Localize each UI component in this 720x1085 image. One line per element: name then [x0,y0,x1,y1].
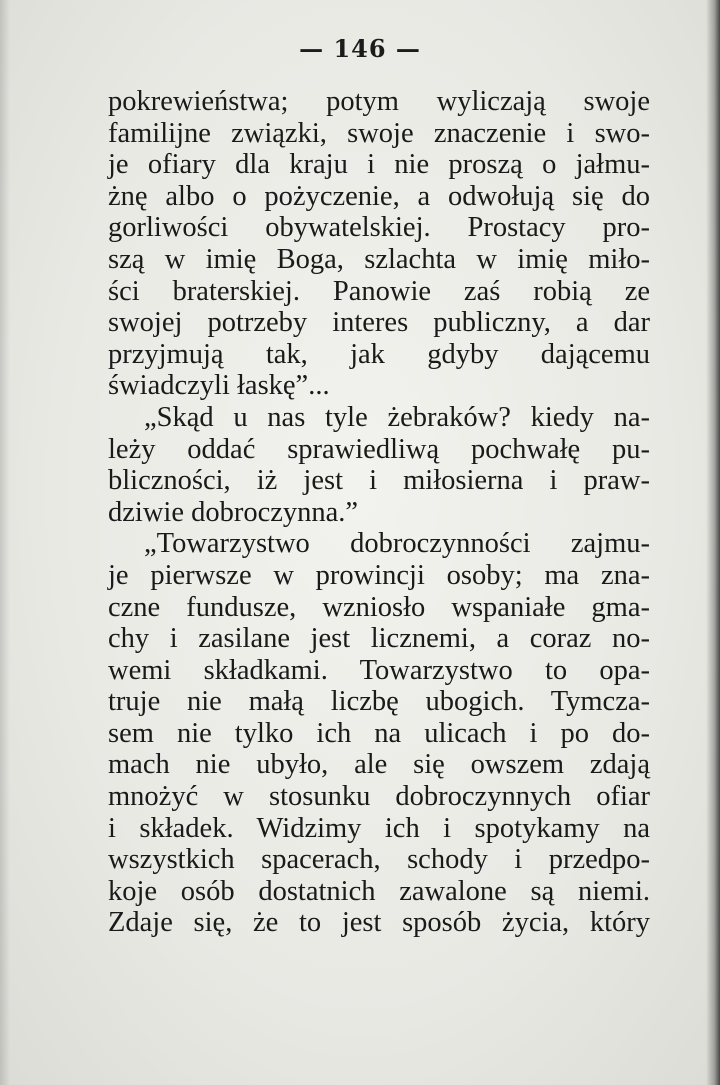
text-line: koje osób dostatnich zawalone są niemi. [108,875,650,907]
body-text [108,86,650,939]
text-line: leży oddać sprawiedliwą pochwałę pu- [108,433,650,465]
text-line: i składek. Widzimy ich i spotykamy na [108,812,650,844]
text-line: familijne związki, swoje znaczenie i swo- [108,117,650,149]
text-line: sem nie tylko ich na ulicach i po do- [108,717,650,749]
text-line: przyjmują tak, jak gdyby dającemu [108,338,650,370]
page-left-shadow [0,0,10,1085]
text-line: mach nie ubyło, ale się owszem zdają [108,749,650,781]
text-line: świadczyli łaskę”... [108,370,330,402]
text-line: ści braterskiej. Panowie zaś robią ze [108,275,650,307]
page-right-edge-shadow [706,0,720,1085]
text-line: gorliwości obywatelskiej. Prostacy pro- [108,212,650,244]
text-line: mnożyć w stosunku dobroczynnych ofiar [108,781,650,813]
text-line: je ofiary dla kraju i nie proszą o jałmu- [108,149,650,181]
text-line: chy i zasilane jest licznemi, a coraz no- [108,623,650,655]
text-line: „Skąd u nas tyle żebraków? kiedy na- [144,401,650,433]
text-line: czne fundusze, wzniosło wspaniałe gma- [108,591,650,623]
text-line: szą w imię Boga, szlachta w imię miło- [108,243,650,275]
text-line: je pierwsze w prowincji osoby; ma zna- [108,559,650,591]
text-line: Zdaje się, że to jest sposób życia, który [108,907,650,939]
text-line: żnę albo o pożyczenie, a odwołują się do [108,180,650,212]
text-line: bliczności, iż jest i miłosierna i praw- [108,465,650,497]
text-line: pokrewieństwa; potym wyliczają swoje [108,86,650,117]
text-line: wszystkich spacerach, schody i przedpo- [108,844,650,876]
text-line: wemi składkami. Towarzystwo to opa- [108,654,650,686]
page-number: — 146 — [299,34,421,63]
text-line: truje nie małą liczbę ubogich. Tymcza- [108,686,650,718]
text-line: swojej potrzeby interes publiczny, a dar [108,307,650,339]
text-line: dziwie dobroczynna.” [108,496,359,528]
text-line: „Towarzystwo dobroczynności zajmu- [144,528,650,560]
